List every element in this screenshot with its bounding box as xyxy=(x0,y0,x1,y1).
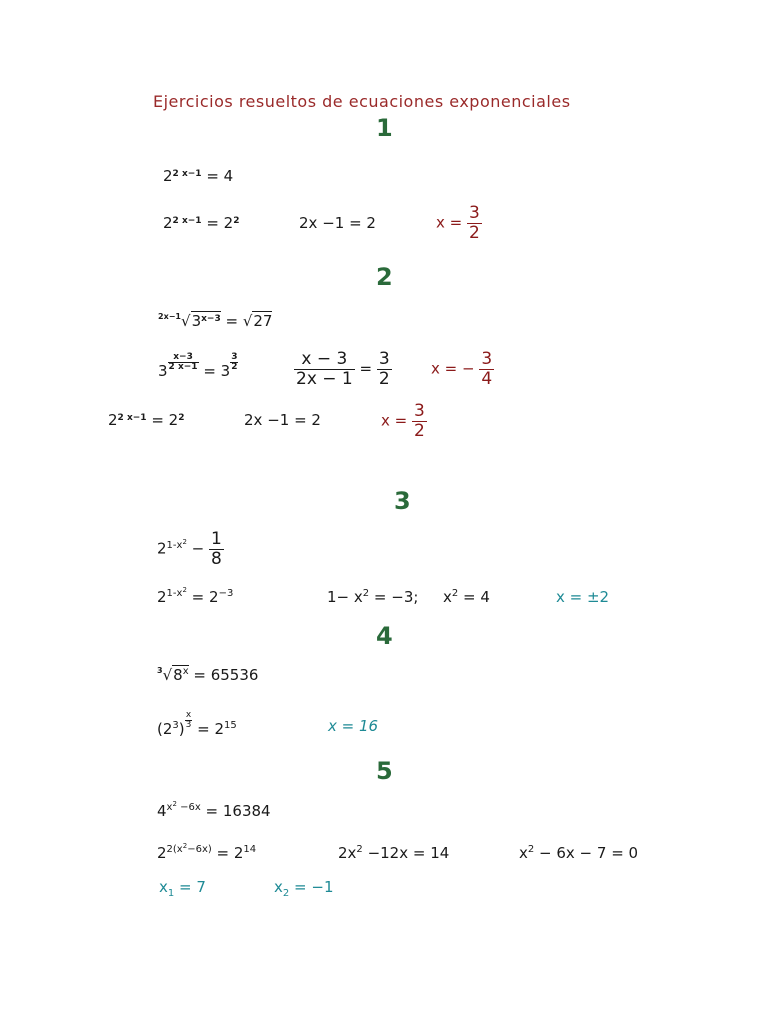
equation-1-1: $2^{2 x-1} = 4$ xyxy=(163,167,234,185)
equation-3-2: $2^{1-x^2} = 2^{-3}$ xyxy=(157,585,234,606)
equation-2-1: $^{2x-1}√3^{x-3} = √27$ xyxy=(158,311,273,330)
problem-number-5: 5 xyxy=(376,757,393,785)
problem-number-2: 2 xyxy=(376,263,393,291)
equation-2-2: 3 $\frac{x-3}{2 x-1}$ = 3 $\frac{3}{2}$ xyxy=(158,351,238,380)
result-5b: $x_2 = -1$ xyxy=(274,878,334,899)
step-2-2: $\frac{x - 3}{2x - 1}$ = $\frac{3}{2}$ xyxy=(296,349,390,389)
result-2a: x = − $\frac{3}{4}$ xyxy=(431,349,493,389)
step-3-2a: $1- x^2 = -3$; xyxy=(327,588,419,606)
equation-5-2: $2^{2(x^2-6x)} = 2^{14}$ xyxy=(157,841,257,862)
result-2b: x = $\frac{3}{2}$ xyxy=(381,401,425,441)
step-5-2b: $x^2 - 6x - 7 = 0$ xyxy=(519,844,639,862)
equation-2-3: $2^{2 x-1} = 2^2$ xyxy=(108,411,185,429)
page-title: Ejercicios resueltos de ecuaciones exponenciales xyxy=(153,92,571,111)
result-3: x = ±2 xyxy=(556,588,610,606)
step-5-2a: $2x^2 -12x = 14$ xyxy=(338,844,450,862)
step-2-3: 2x −1 = 2 xyxy=(244,411,321,429)
step-3-2b: $x^2 = 4$ xyxy=(443,588,490,606)
result-4: x = 16 xyxy=(328,717,379,735)
equation-4-1: $^3√8^x = 65536$ xyxy=(157,665,259,684)
result-5a: $x_1 = 7$ xyxy=(159,878,206,899)
problem-number-1: 1 xyxy=(376,114,393,142)
step-1-2: 2x −1 = 2 xyxy=(299,214,376,232)
equation-1-2: $2^{2 x-1} = 2^2$ xyxy=(163,214,240,232)
equation-4-2: $(2^3)$ $\frac{x}{3}$ = $2^{15}$ xyxy=(157,709,237,738)
equation-5-1: $4^{x^2 -6x} = 16384$ xyxy=(157,799,271,820)
equation-3-1: $2^{1-x^2}$ − $\frac{1}{8}$ xyxy=(157,529,222,569)
result-1: x = $\frac{3}{2}$ xyxy=(436,203,480,243)
problem-number-4: 4 xyxy=(376,622,393,650)
problem-number-3: 3 xyxy=(394,487,411,515)
